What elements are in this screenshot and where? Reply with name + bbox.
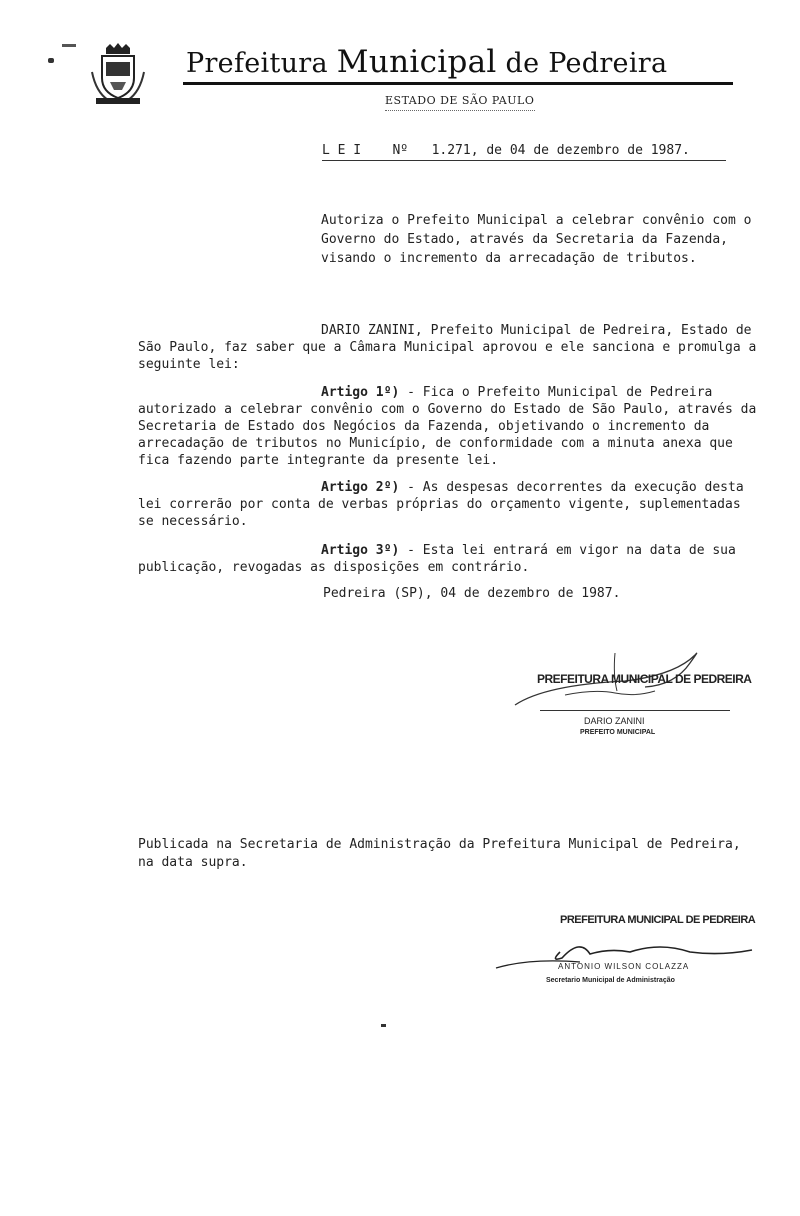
article-label: Artigo 1º) — [321, 385, 400, 400]
mayor-name: DARIO ZANINI — [321, 323, 415, 338]
law-summary: Autoriza o Prefeito Municipal a celebrar convênio com o Governo do Estado, através da Secretaria da Fazenda, visando o incremento da arrecadação de tributos. — [321, 213, 752, 266]
mayor-role: PREFEITO MUNICIPAL — [580, 729, 656, 736]
article-label: Artigo 3º) — [321, 543, 400, 558]
article-2: Artigo 2º) - As despesas decorrentes da execução desta lei correrão por conta de verbas próprias do orçamento vigente, suplementadas se necessário. — [138, 480, 744, 529]
publication-note: Publicada na Secretaria de Administração da Prefeitura Municipal de Pedreira, na data supra. — [138, 837, 741, 870]
page-title: Prefeitura Municipal de Pedreira — [186, 44, 668, 80]
date-place: Pedreira (SP), 04 de dezembro de 1987. — [323, 586, 621, 601]
scan-speck — [381, 1024, 386, 1027]
scan-speck — [48, 58, 54, 63]
article-1: Artigo 1º) - Fica o Prefeito Municipal de Pedreira autorizado a celebrar convênio com o Governo do Estado de São Paulo, através da Secretaria de Estado dos Negócios da Fazenda, objetivando o incremento da arrecadação de tributos no Município, de conformidade com a minuta anexa que fica fazendo parte integrante da presente lei. — [138, 385, 757, 468]
law-heading: L E I Nº 1.271, de 04 de dezembro de 1987. — [322, 143, 690, 158]
header-divider — [183, 82, 733, 85]
secretary-role: Secretario Municipal de Administração — [546, 977, 675, 984]
law-heading-underline — [322, 160, 726, 161]
scan-speck — [62, 44, 76, 47]
article-3: Artigo 3º) - Esta lei entrará em vigor na data de sua publicação, revogadas as disposições em contrário. — [138, 543, 736, 575]
state-underline — [385, 109, 535, 111]
preamble: DARIO ZANINI, Prefeito Municipal de Pedreira, Estado de São Paulo, faz saber que a Câmara Municipal aprovou e ele sanciona e promulga a seguinte lei: — [138, 323, 757, 372]
signature-line — [540, 710, 730, 711]
coat-of-arms-icon — [88, 42, 148, 106]
mayor-name-printed: DARIO ZANINI — [584, 716, 645, 726]
secretary-stamp: PREFEITURA MUNICIPAL DE PEDREIRA — [560, 914, 756, 926]
state-subtitle: ESTADO DE SÃO PAULO — [385, 94, 535, 107]
mayor-stamp: PREFEITURA MUNICIPAL DE PEDREIRA — [537, 672, 752, 686]
article-label: Artigo 2º) — [321, 480, 400, 495]
secretary-name: ANTONIO WILSON COLAZZA — [558, 962, 690, 971]
